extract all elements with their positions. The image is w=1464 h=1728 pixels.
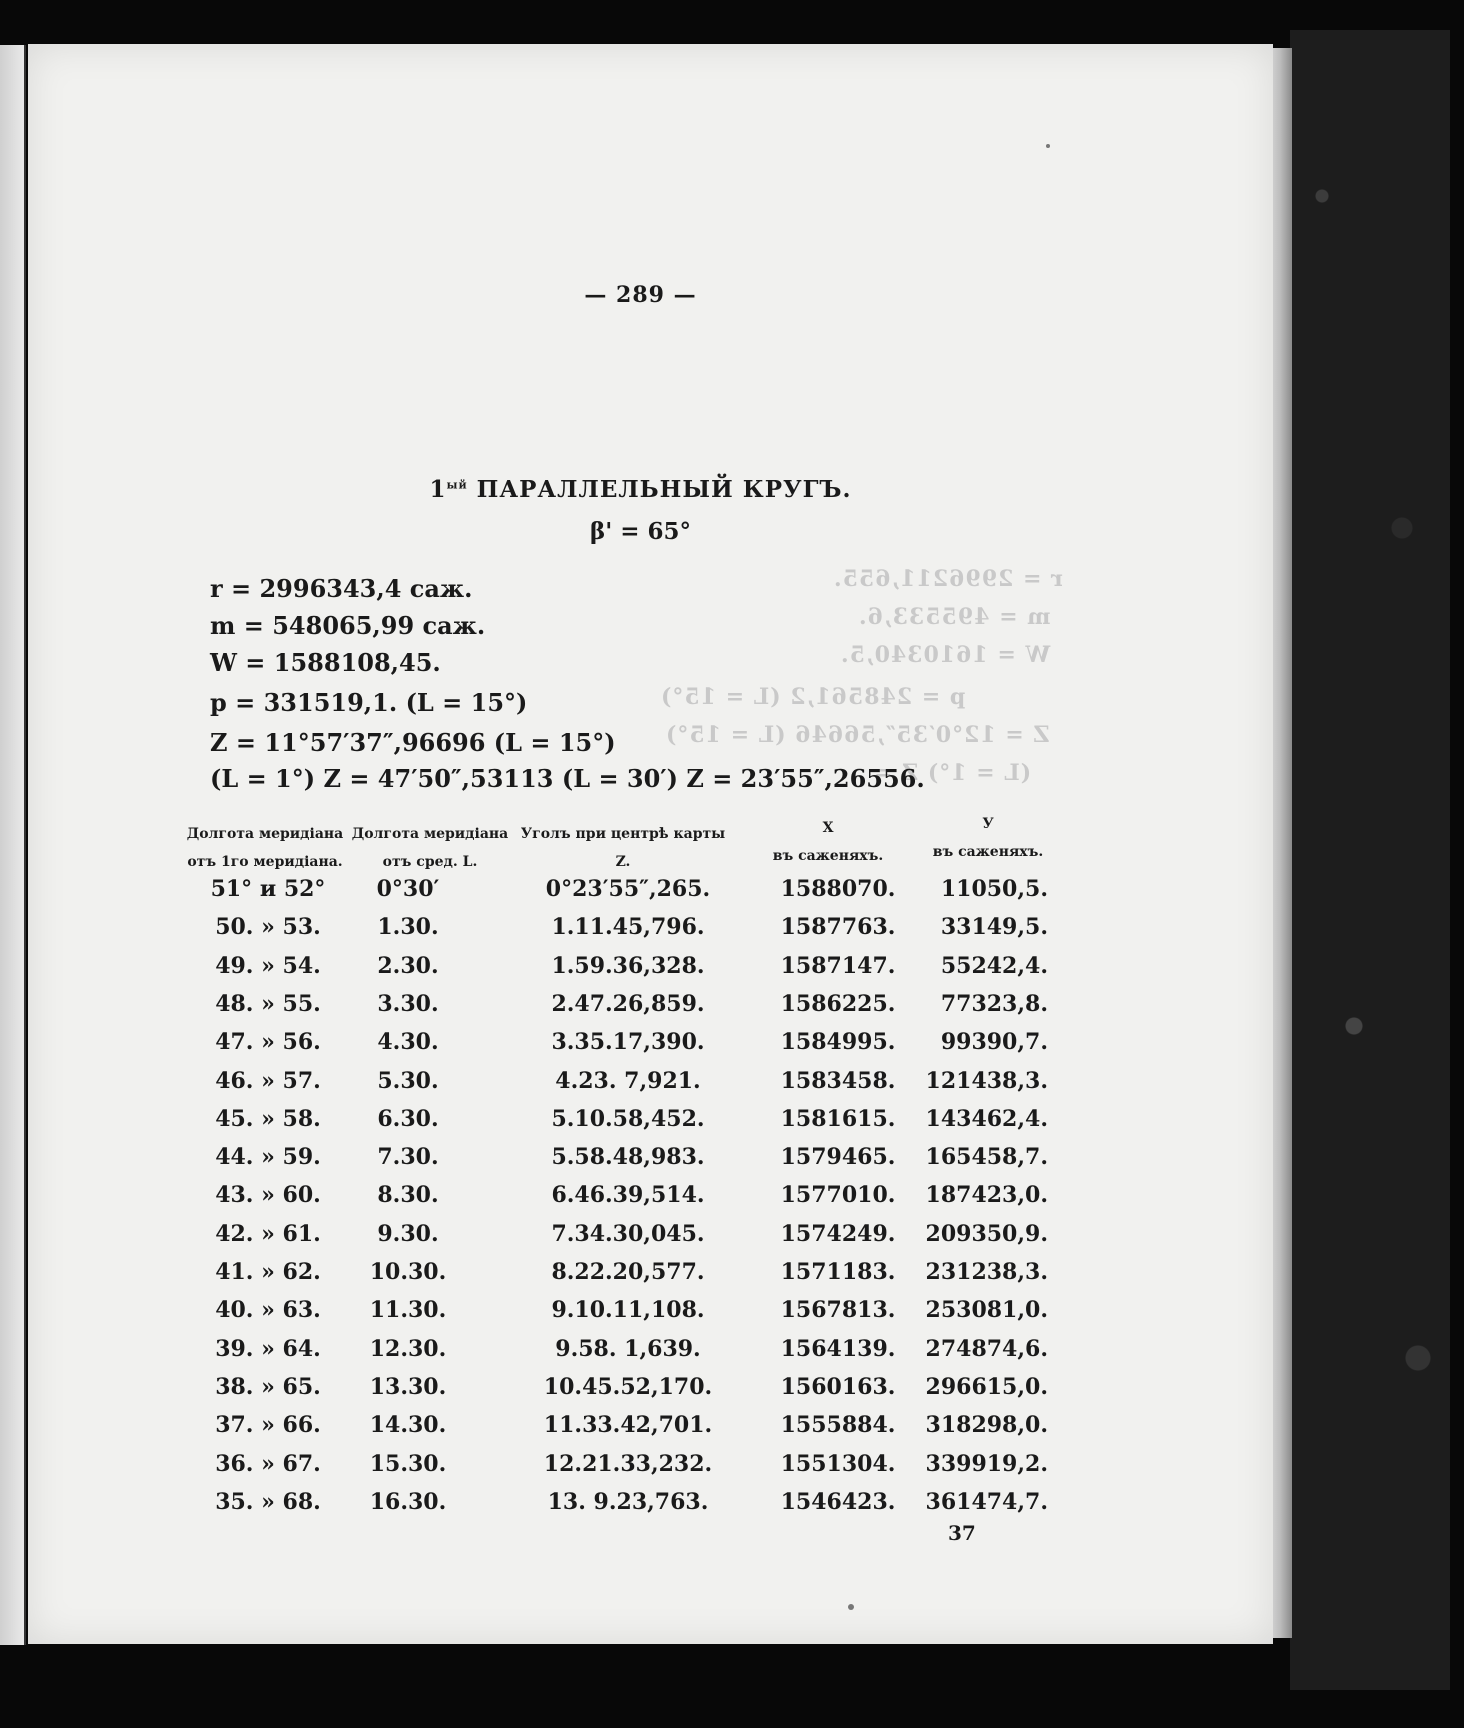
x-cell: 1579465. xyxy=(780,1144,896,1171)
formula-line: p = 331519,1. (L = 15°) xyxy=(210,688,528,717)
section-title xyxy=(28,476,1253,503)
bleed-through-line: m = 495533,6. xyxy=(858,604,1051,630)
meridian-cell: 36. » 67. xyxy=(215,1450,321,1477)
header-meridian-from-mid xyxy=(350,820,510,876)
y-cell: 296615,0. xyxy=(925,1373,1048,1400)
header-y xyxy=(913,810,1063,866)
table-row xyxy=(28,953,1273,989)
mid-longitude-cell: 14.30. xyxy=(369,1412,447,1439)
mid-longitude-cell: 15.30. xyxy=(369,1450,447,1477)
angle-cell: 8.22.20,577. xyxy=(551,1259,705,1285)
mid-longitude-cell: 12.30. xyxy=(369,1335,447,1362)
table-row xyxy=(28,1144,1273,1180)
table-row xyxy=(28,914,1273,950)
meridian-cell: 49. » 54. xyxy=(215,952,321,979)
meridian-cell: 38. » 65. xyxy=(215,1373,321,1400)
table-row xyxy=(28,1068,1273,1104)
table-row xyxy=(28,1412,1273,1448)
header-meridian-from-first xyxy=(180,820,350,876)
bleed-through-line: W = 1610340,5. xyxy=(840,642,1051,668)
angle-cell: 7.34.30,045. xyxy=(551,1220,705,1247)
y-cell: 99390,7. xyxy=(940,1029,1048,1056)
section-subtitle: β' = 65° xyxy=(589,518,692,545)
angle-cell: 6.46.39,514. xyxy=(551,1182,705,1209)
bleed-through-line: (L = 1°) Z = xyxy=(873,760,1032,786)
angle-cell: 0°23′55″,265. xyxy=(545,876,711,902)
table-row xyxy=(28,1029,1273,1065)
paper-speck xyxy=(1046,144,1050,148)
y-cell: 143462,4. xyxy=(925,1105,1048,1132)
x-cell: 1587147. xyxy=(780,952,896,979)
title-ordinal: 1 xyxy=(429,476,447,503)
mid-longitude-cell: 8.30. xyxy=(377,1182,439,1209)
meridian-cell: 42. » 61. xyxy=(215,1220,321,1247)
header-line: отъ 1го меридiана. xyxy=(187,854,343,870)
table-row xyxy=(28,991,1273,1027)
header-line: Долгота меридiана xyxy=(186,826,344,842)
x-cell: 1588070. xyxy=(780,876,896,902)
y-cell: 11050,5. xyxy=(940,876,1048,902)
meridian-cell: 37. » 66. xyxy=(215,1412,321,1439)
header-x xyxy=(743,814,913,870)
mid-longitude-cell: 9.30. xyxy=(377,1220,439,1247)
angle-cell: 10.45.52,170. xyxy=(543,1373,713,1400)
x-cell: 1581615. xyxy=(780,1105,896,1132)
table-row xyxy=(28,1336,1273,1372)
y-cell: 55242,4. xyxy=(940,952,1048,979)
meridian-cell: 50. » 53. xyxy=(215,914,321,941)
left-page-edge xyxy=(0,45,26,1645)
y-cell: 77323,8. xyxy=(940,990,1048,1017)
meridian-cell: 45. » 58. xyxy=(215,1105,321,1132)
table-row xyxy=(28,876,1273,912)
printer-signature-mark: 37 xyxy=(948,1521,976,1545)
x-cell: 1564139. xyxy=(780,1335,896,1362)
header-line: отъ сред. L. xyxy=(382,854,478,870)
y-cell: 121438,3. xyxy=(925,1067,1048,1094)
y-cell: 361474,7. xyxy=(925,1488,1048,1515)
y-cell: 318298,0. xyxy=(925,1412,1048,1439)
meridian-cell: 44. » 59. xyxy=(215,1144,321,1171)
x-cell: 1574249. xyxy=(780,1220,896,1247)
y-cell: 187423,0. xyxy=(925,1182,1048,1209)
header-line: Уголъ при центрѣ карты xyxy=(520,826,726,842)
meridian-cell: 41. » 62. xyxy=(215,1259,321,1285)
x-cell: 1571183. xyxy=(780,1259,896,1285)
header-angle-z xyxy=(513,820,733,876)
angle-cell: 5.58.48,983. xyxy=(551,1144,705,1171)
header-line: X xyxy=(822,820,834,836)
mid-longitude-cell: 11.30. xyxy=(369,1297,447,1324)
x-cell: 1586225. xyxy=(780,990,896,1017)
angle-cell: 9.10.11,108. xyxy=(551,1297,705,1324)
table-row xyxy=(28,1221,1273,1257)
angle-cell: 3.35.17,390. xyxy=(551,1029,705,1056)
header-line: въ саженяхъ. xyxy=(772,848,884,864)
table-row xyxy=(28,1182,1273,1218)
header-line: Долгота меридiана xyxy=(351,826,509,842)
header-line: Z. xyxy=(615,854,631,870)
x-cell: 1555884. xyxy=(780,1412,896,1439)
table-row xyxy=(28,1297,1273,1333)
mid-longitude-cell: 0°30′ xyxy=(376,876,440,902)
title-text: ПАРАЛЛЕЛЬНЫЙ КРУГЪ. xyxy=(476,476,852,503)
header-line: въ саженяхъ. xyxy=(932,844,1044,860)
meridian-cell: 43. » 60. xyxy=(215,1182,321,1209)
angle-cell: 9.58. 1,639. xyxy=(555,1335,701,1362)
angle-cell: 11.33.42,701. xyxy=(543,1412,713,1439)
x-cell: 1546423. xyxy=(780,1488,896,1515)
book-page xyxy=(28,44,1273,1644)
y-cell: 33149,5. xyxy=(940,914,1048,941)
meridian-cell: 40. » 63. xyxy=(215,1297,321,1324)
angle-cell: 12.21.33,232. xyxy=(543,1450,713,1477)
page-number: — 289 — xyxy=(584,282,697,308)
x-cell: 1560163. xyxy=(780,1373,896,1400)
angle-cell: 1.59.36,328. xyxy=(551,952,705,979)
angle-cell: 5.10.58,452. xyxy=(551,1105,705,1132)
formula-line: W = 1588108,45. xyxy=(210,648,441,677)
mid-longitude-cell: 3.30. xyxy=(377,990,439,1017)
mid-longitude-cell: 1.30. xyxy=(377,914,439,941)
meridian-cell: 35. » 68. xyxy=(215,1488,321,1515)
x-cell: 1587763. xyxy=(780,914,896,941)
mid-longitude-cell: 10.30. xyxy=(369,1259,447,1285)
mid-longitude-cell: 7.30. xyxy=(377,1144,439,1171)
table-row xyxy=(28,1106,1273,1142)
mid-longitude-cell: 5.30. xyxy=(377,1067,439,1094)
mid-longitude-cell: 2.30. xyxy=(377,952,439,979)
formula-line: Z = 11°57′37″,96696 (L = 15°) xyxy=(210,728,616,757)
y-cell: 231238,3. xyxy=(925,1259,1048,1285)
mid-longitude-cell: 6.30. xyxy=(377,1105,439,1132)
table-row xyxy=(28,1451,1273,1487)
meridian-cell: 48. » 55. xyxy=(215,990,321,1017)
x-cell: 1584995. xyxy=(780,1029,896,1056)
angle-cell: 4.23. 7,921. xyxy=(555,1067,701,1094)
table-row xyxy=(28,1489,1273,1525)
mid-longitude-cell: 13.30. xyxy=(369,1373,447,1400)
y-cell: 339919,2. xyxy=(925,1450,1048,1477)
x-cell: 1567813. xyxy=(780,1297,896,1324)
y-cell: 274874,6. xyxy=(925,1335,1048,1362)
formula-line: r = 2996343,4 саж. xyxy=(210,574,473,603)
mid-longitude-cell: 16.30. xyxy=(369,1488,447,1515)
marbled-cover-edge xyxy=(1290,30,1450,1690)
table-row xyxy=(28,1259,1273,1295)
x-cell: 1583458. xyxy=(780,1067,896,1094)
x-cell: 1551304. xyxy=(780,1450,896,1477)
y-cell: 165458,7. xyxy=(925,1144,1048,1171)
bleed-through-line: Z = 12°0′35″,56646 (L = 15°) xyxy=(665,722,1050,748)
formula-line: (L = 1°) Z = 47′50″,53113 (L = 30′) Z = 23′55″,26556. xyxy=(210,764,925,793)
y-cell: 253081,0. xyxy=(925,1297,1048,1324)
bleed-through-line: p = 248561,2 (L = 15°) xyxy=(660,684,966,710)
meridian-cell: 46. » 57. xyxy=(215,1067,321,1094)
paper-speck xyxy=(848,1604,854,1610)
bleed-through-line: r = 2996211,655. xyxy=(833,566,1063,592)
y-cell: 209350,9. xyxy=(925,1220,1048,1247)
header-line: У xyxy=(982,816,994,832)
angle-cell: 13. 9.23,763. xyxy=(547,1488,709,1515)
meridian-cell: 51° и 52° xyxy=(210,876,326,902)
formula-line: m = 548065,99 саж. xyxy=(210,611,486,640)
x-cell: 1577010. xyxy=(780,1182,896,1209)
title-ordinal-suffix: ый xyxy=(446,478,468,492)
mid-longitude-cell: 4.30. xyxy=(377,1029,439,1056)
meridian-cell: 39. » 64. xyxy=(215,1335,321,1362)
table-row xyxy=(28,1374,1273,1410)
angle-cell: 1.11.45,796. xyxy=(551,914,705,941)
angle-cell: 2.47.26,859. xyxy=(551,990,705,1017)
meridian-cell: 47. » 56. xyxy=(215,1029,321,1056)
